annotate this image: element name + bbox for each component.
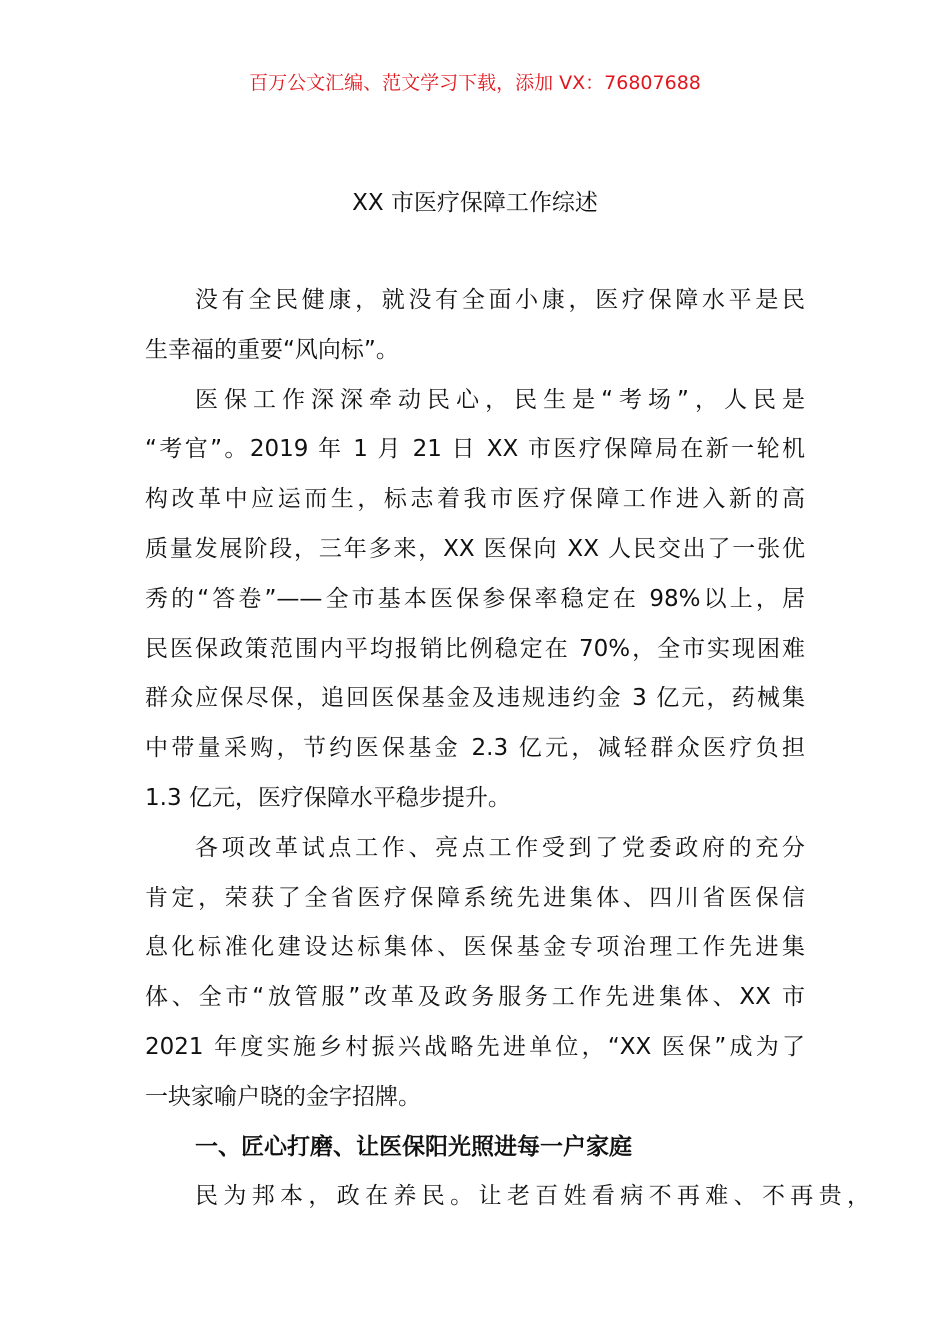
- watermark-header: 百万公文汇编、范文学习下载，添加 VX：76807688: [249, 72, 701, 94]
- text-line: 一块家喻户晓的金字招牌。: [145, 1083, 421, 1110]
- text-line: 息化标准化建设达标集体、医保基金专项治理工作先进集: [145, 934, 805, 961]
- text-line: 各项改革试点工作、亮点工作受到了党委政府的充分: [195, 834, 805, 861]
- text-line: 体、全市“放管服”改革及政务服务工作先进集体、XX 市: [145, 984, 805, 1011]
- text-line: 群众应保尽保，追回医保基金及违规违约金 3 亿元，药械集: [145, 685, 805, 712]
- text-line: 秀的“答卷”——全市基本医保参保率稳定在 98%以上，居: [145, 585, 805, 612]
- text-line: 2021 年度实施乡村振兴战略先进单位，“XX 医保”成为了: [145, 1033, 805, 1060]
- paragraph-4: [145, 1178, 870, 1228]
- text-line: 医保工作深深牵动民心，民生是“考场”，人民是: [195, 386, 805, 413]
- text-line: 民医保政策范围内平均报销比例稳定在 70%，全市实现困难: [145, 635, 805, 662]
- section-heading: 一、匠心打磨、让医保阳光照进每一户家庭: [195, 1133, 632, 1160]
- paragraph-3: [145, 830, 805, 1129]
- paragraph-2: [145, 382, 805, 830]
- text-line: 生幸福的重要“风向标”。: [145, 336, 399, 363]
- text-line: 民为邦本，政在养民。让老百姓看病不再难、不再贵，: [195, 1183, 870, 1210]
- text-line: 没有全民健康，就没有全面小康，医疗保障水平是民: [195, 287, 805, 313]
- text-line: 构改革中应运而生，标志着我市医疗保障工作进入新的高: [145, 486, 805, 513]
- text-line: 质量发展阶段，三年多来，XX 医保向 XX 人民交出了一张优: [145, 535, 805, 562]
- document-title: XX 市医疗保障工作综述: [352, 190, 598, 216]
- text-line: 肯定，荣获了全省医疗保障系统先进集体、四川省医保信: [145, 884, 805, 911]
- document-body: [145, 282, 870, 1228]
- text-line: “考官”。2019 年 1 月 21 日 XX 市医疗保障局在新一轮机: [145, 436, 805, 463]
- paragraph-1: [145, 282, 805, 382]
- text-line: 1.3 亿元，医疗保障水平稳步提升。: [145, 784, 511, 811]
- text-line: 中带量采购，节约医保基金 2.3 亿元，减轻群众医疗负担: [145, 735, 805, 762]
